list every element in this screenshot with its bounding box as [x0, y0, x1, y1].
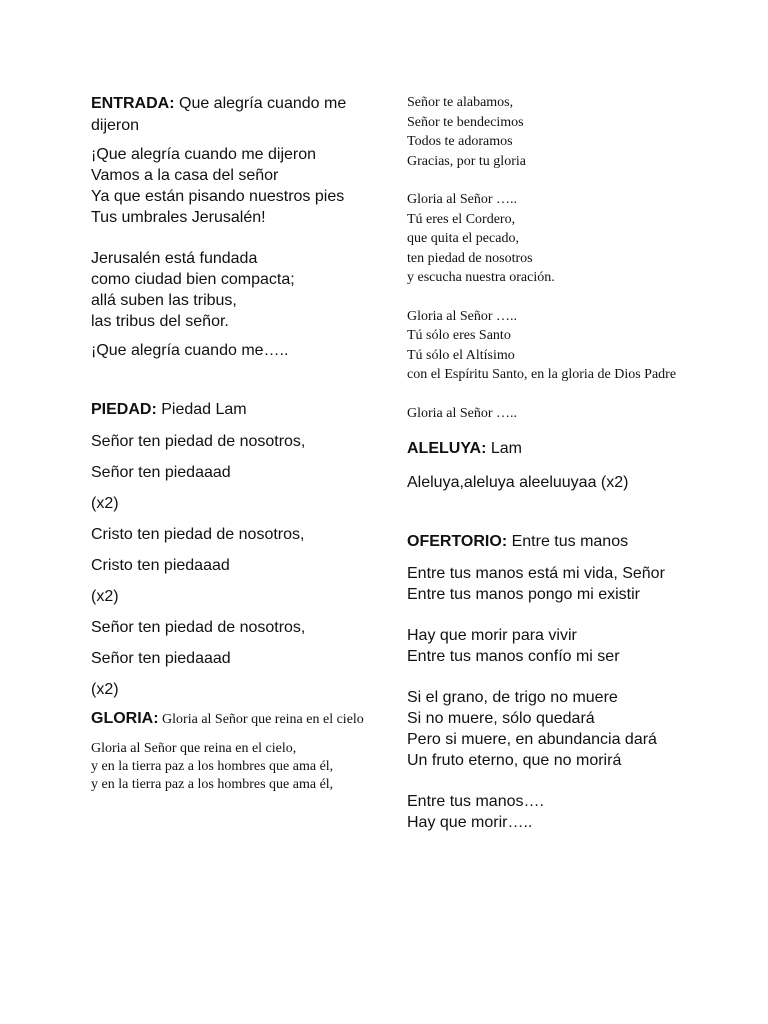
- ofertorio-verse-1: Entre tus manos está mi vida, Señor Entre tus manos pongo mi existir: [407, 565, 665, 603]
- ofertorio-verse-4: Entre tus manos…. Hay que morir…..: [407, 793, 544, 831]
- piedad-heading: [91, 399, 381, 421]
- piedad-line-2: Señor ten piedaaad: [91, 464, 231, 481]
- entrada-refrain: ¡Que alegría cuando me…..: [91, 342, 289, 359]
- piedad-title: Piedad Lam: [156, 401, 247, 418]
- aleluya-title: Lam: [486, 440, 522, 457]
- entrada-label: ENTRADA:: [91, 95, 175, 112]
- aleluya-heading: [407, 438, 737, 460]
- piedad-line-4: Cristo ten piedad de nosotros,: [91, 526, 305, 543]
- gloria-title: Gloria al Señor que reina en el cielo: [158, 712, 364, 727]
- gloria-cont-verse-1: Señor te alabamos, Señor te bendecimos Todos te adoramos Gracias, por tu gloria: [407, 95, 526, 169]
- ofertorio-title: Entre tus manos: [507, 533, 629, 550]
- piedad-line-8: Señor ten piedaaad: [91, 650, 231, 667]
- piedad-line-9: (x2): [91, 681, 119, 698]
- piedad-lines: [91, 431, 381, 700]
- ofertorio-heading: [407, 531, 737, 553]
- ofertorio-label: OFERTORIO:: [407, 533, 508, 550]
- piedad-line-5: Cristo ten piedaaad: [91, 557, 230, 574]
- aleluya-label: ALELUYA:: [407, 440, 487, 457]
- piedad-line-6: (x2): [91, 588, 119, 605]
- gloria-verse: Gloria al Señor que reina en el cielo, y en la tierra paz a los hombres que ama él, y en la tierra paz a los hombres que ama él,: [91, 741, 334, 792]
- left-column: [91, 93, 381, 794]
- piedad-label: PIEDAD:: [91, 401, 157, 418]
- gloria-heading: [91, 708, 381, 730]
- ofertorio-verse-3: Si el grano, de trigo no muere Si no muere, sólo quedará Pero si muere, en abundancia dará Un fruto eterno, que no morirá: [407, 689, 657, 769]
- right-column: [407, 93, 737, 833]
- piedad-line-3: (x2): [91, 495, 119, 512]
- gloria-cont-verse-4: Gloria al Señor …..: [407, 405, 518, 421]
- entrada-verse-2: Jerusalén está fundada como ciudad bien compacta; allá suben las tribus, las tribus del señor.: [91, 250, 295, 330]
- piedad-line-7: Señor ten piedad de nosotros,: [91, 619, 306, 636]
- entrada-verse-1: ¡Que alegría cuando me dijeron Vamos a la casa del señor Ya que están pisando nuestros pies Tus umbrales Jerusalén!: [91, 146, 345, 226]
- entrada-title: Que alegría cuando me dijeron: [91, 95, 347, 134]
- gloria-cont-verse-3: Gloria al Señor ….. Tú sólo eres Santo Tú sólo el Altísimo con el Espíritu Santo, en la gloria de Dios Padre: [407, 308, 677, 382]
- piedad-line-1: Señor ten piedad de nosotros,: [91, 433, 306, 450]
- gloria-cont-verse-2: Gloria al Señor ….. Tú eres el Cordero, que quita el pecado, ten piedad de nosotros y escucha nuestra oración.: [407, 192, 555, 285]
- gloria-label: GLORIA:: [91, 710, 159, 727]
- ofertorio-verse-2: Hay que morir para vivir Entre tus manos confío mi ser: [407, 627, 620, 665]
- aleluya-line: Aleluya,aleluya aleeluuyaa (x2): [407, 474, 629, 491]
- entrada-heading: [91, 93, 381, 137]
